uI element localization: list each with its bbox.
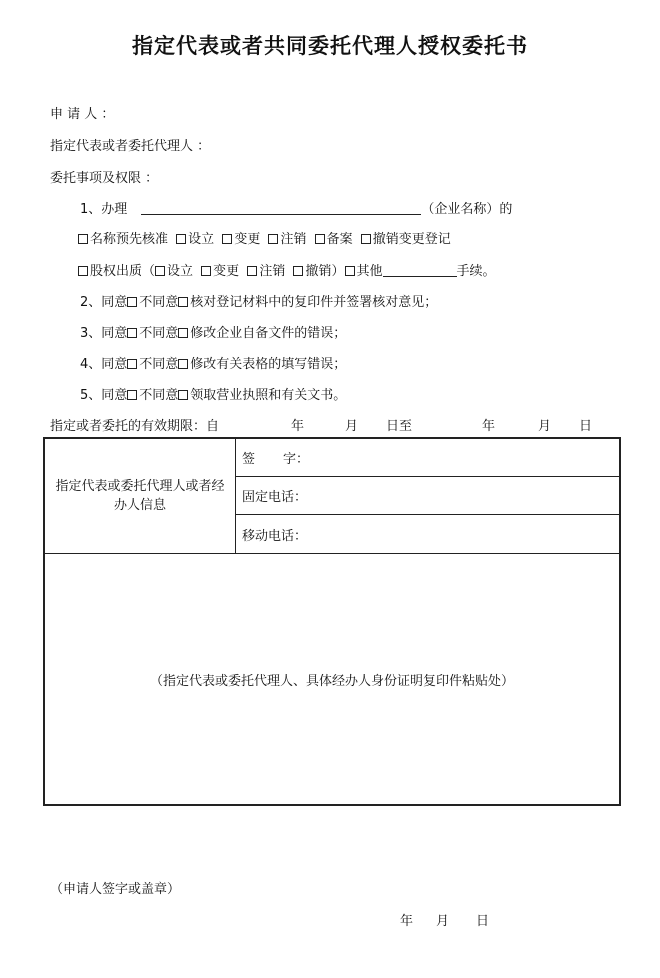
paste-note: （指定代表或委托代理人、具体经办人身份证明复印件粘贴处） — [149, 673, 514, 689]
item3-mid: 不同意 — [139, 326, 179, 341]
footer-day: 日 — [476, 914, 490, 929]
fixed-phone-label: 固定电话： — [242, 490, 308, 505]
checkbox-item3-disagree[interactable] — [127, 328, 137, 338]
item1-options-row2 — [78, 262, 496, 281]
checkbox-name-approval[interactable] — [78, 234, 88, 244]
option-label: 其他 — [356, 264, 383, 279]
other-suffix: 手续。 — [456, 264, 496, 279]
checkbox-other[interactable] — [345, 266, 355, 276]
validity-year2: 年 — [482, 419, 496, 434]
mobile-phone-label: 移动电话： — [242, 528, 308, 544]
item2-prefix: 2、同意 — [80, 295, 128, 310]
item2-mid: 不同意 — [139, 295, 179, 310]
option-label: 名称预先核准 — [90, 232, 169, 247]
footer-month: 月 — [436, 914, 450, 929]
validity-day-to: 日至 — [386, 419, 413, 434]
document-title: 指定代表或者共同委托代理人授权委托书 — [132, 33, 528, 58]
checkbox-pledge-cancel[interactable] — [247, 266, 257, 276]
item1-line — [80, 200, 512, 219]
checkbox-item4-text[interactable] — [178, 359, 188, 369]
item3-prefix: 3、同意 — [80, 326, 128, 341]
checkbox-revoke-change[interactable] — [361, 234, 371, 244]
item5-text: 领取营业执照和有关文书。 — [190, 388, 347, 403]
footer-year: 年 — [400, 914, 414, 929]
item1-prefix: 1、办理 — [80, 202, 128, 217]
option-label: 设立 — [167, 264, 194, 279]
left-header-text: 指定代表或委托代理人或者经办人信息 — [55, 479, 225, 513]
item5-line — [80, 387, 346, 405]
other-field[interactable] — [383, 262, 457, 277]
item1-suffix: （企业名称）的 — [421, 202, 513, 217]
option-label: 股权出质（ — [90, 264, 156, 279]
option-label: 注销 — [280, 232, 307, 247]
checkbox-item5-text[interactable] — [178, 390, 188, 400]
item4-prefix: 4、同意 — [80, 357, 128, 372]
company-name-field[interactable] — [141, 200, 421, 215]
validity-month2: 月 — [538, 419, 552, 434]
item1-options-row1 — [78, 231, 451, 249]
option-label: 撤销变更登记 — [372, 232, 451, 247]
checkbox-item5-disagree[interactable] — [127, 390, 137, 400]
checkbox-pledge-change[interactable] — [201, 266, 211, 276]
checkbox-filing[interactable] — [315, 234, 325, 244]
item2-text: 核对登记材料中的复印件并签署核对意见； — [190, 295, 438, 310]
item3-line — [80, 325, 346, 343]
checkbox-item2-text[interactable] — [178, 297, 188, 307]
item3-text: 修改企业自备文件的错误； — [190, 326, 347, 341]
checkbox-item3-text[interactable] — [178, 328, 188, 338]
applicant-label: 申 请 人 ： — [50, 107, 115, 122]
signature-label: 签 — [242, 452, 256, 467]
option-label: 变更 — [213, 264, 240, 279]
checkbox-item2-disagree[interactable] — [127, 297, 137, 307]
validity-day2: 日 — [579, 419, 593, 434]
fixed-phone-cell[interactable] — [236, 477, 621, 515]
signature-cell[interactable] — [236, 438, 621, 477]
checkbox-change[interactable] — [222, 234, 232, 244]
option-label: 撤销） — [305, 264, 345, 279]
item2-line — [80, 294, 437, 312]
checkbox-item4-disagree[interactable] — [127, 359, 137, 369]
id-copy-paste-area — [44, 554, 620, 806]
validity-year: 年 — [291, 419, 305, 434]
validity-label: 指定或者委托的有效期限：自 — [50, 419, 220, 434]
mobile-phone-cell[interactable] — [236, 515, 621, 554]
agent-info-table — [43, 437, 621, 806]
option-label: 注销 — [259, 264, 286, 279]
checkbox-pledge-revoke[interactable] — [293, 266, 303, 276]
validity-month: 月 — [345, 419, 359, 434]
option-label: 变更 — [234, 232, 261, 247]
checkbox-equity-pledge[interactable] — [78, 266, 88, 276]
option-label: 设立 — [188, 232, 215, 247]
item5-prefix: 5、同意 — [80, 388, 128, 403]
item4-text: 修改有关表格的填写错误； — [190, 357, 347, 372]
item5-mid: 不同意 — [139, 388, 179, 403]
checkbox-pledge-establish[interactable] — [155, 266, 165, 276]
agent-label: 指定代表或者委托代理人 ： — [50, 139, 211, 154]
checkbox-cancel[interactable] — [268, 234, 278, 244]
option-label: 备案 — [326, 232, 353, 247]
checkbox-establish[interactable] — [176, 234, 186, 244]
applicant-sign-note: （申请人签字或盖章） — [50, 882, 181, 897]
signature-label-2: 字： — [283, 452, 310, 467]
left-header-cell — [44, 438, 236, 554]
item4-line — [80, 356, 346, 374]
scope-label: 委托事项及权限 ： — [50, 171, 159, 186]
item4-mid: 不同意 — [139, 357, 179, 372]
